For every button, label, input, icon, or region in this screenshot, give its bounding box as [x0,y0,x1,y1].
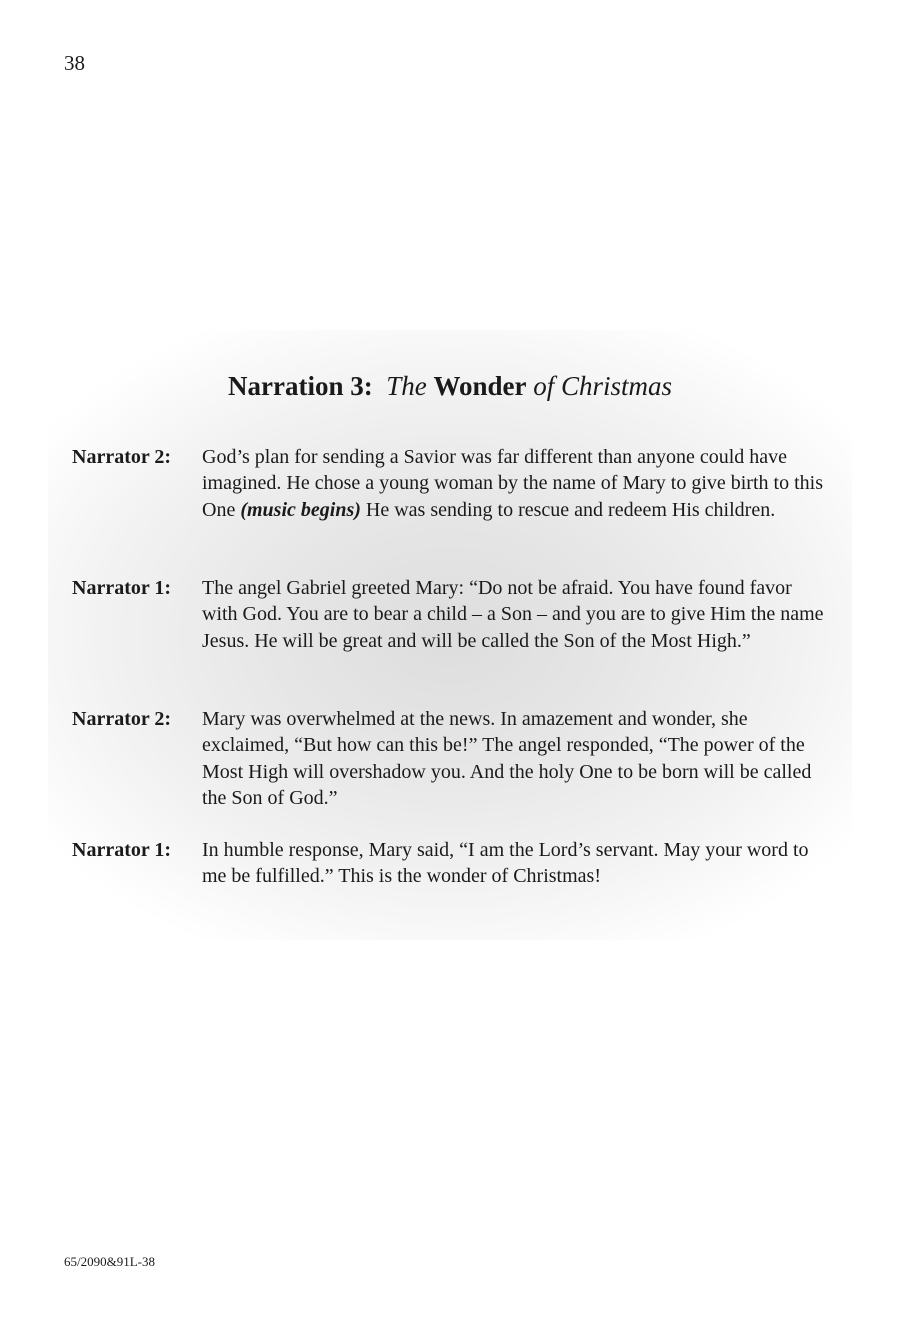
footer-code: 65/2090&91L-38 [64,1254,155,1269]
narration-text [202,444,827,523]
title-prefix: Narration 3: [227,371,373,401]
narration-text: Mary was overwhelmed at the news. In amazement and wonder, she exclaimed, “But how can this be!” The angel responded, “The power of the Most High will overshadow you. And the holy One to be born will be called the Son of God.” [202,708,812,809]
narration-text-part: God’s plan for sending a Savior was far different than anyone could have imagined. He chose a young woman by the name of Mary to give birth to this One [202,446,823,521]
narration-text-part: He was sending to rescue and redeem His children. [360,498,776,521]
title-of-christmas: of Christmas [533,371,673,401]
music-cue: (music begins) [240,498,361,521]
page-number: 38 [64,51,85,75]
speaker-label: Narrator 2: [72,446,172,468]
speaker-label: Narrator 1: [72,839,172,861]
speaker-label: Narrator 1: [72,577,172,599]
speaker-label: Narrator 2: [72,708,172,730]
title-the: The [386,371,427,401]
narration-title [0,369,900,403]
narration-text: The angel Gabriel greeted Mary: “Do not be afraid. You have found favor with God. You are to bear a child – a Son – and you are to give Him the name Jesus. He will be great and will be called the Son of the Most High.” [202,577,824,652]
narration-text: In humble response, Mary said, “I am the Lord’s servant. May your word to me be fulfilled.” This is the wonder of Christmas! [202,839,809,888]
title-wonder: Wonder [433,371,527,401]
